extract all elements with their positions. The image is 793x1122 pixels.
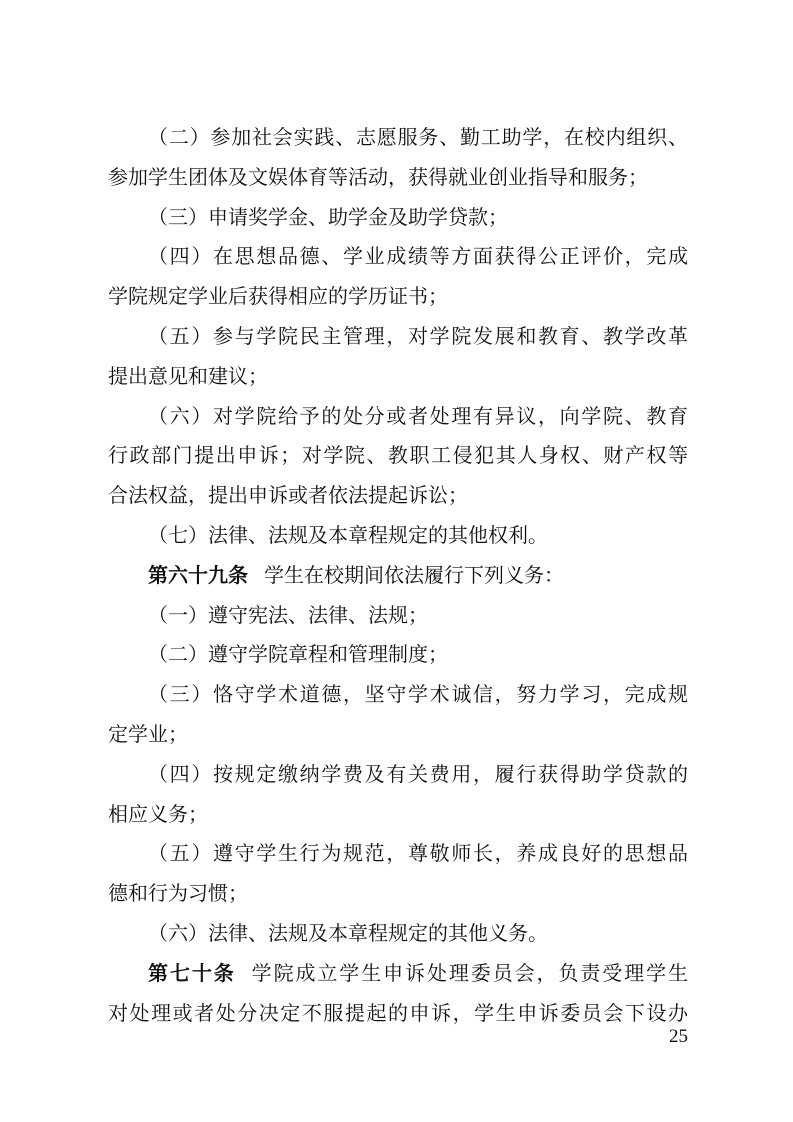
article-line	[108, 954, 688, 994]
text-line	[108, 237, 688, 277]
line-text: 定学业；	[108, 721, 188, 746]
line-text: （三）恪守学术道德，坚守学术诚信，努力学习，完成规	[148, 682, 688, 707]
line-text: （四）按规定缴纳学费及有关费用，履行获得助学贷款的	[148, 761, 688, 786]
text-line	[108, 715, 688, 755]
line-text: （五）参与学院民主管理，对学院发展和教育、教学改革	[148, 323, 688, 348]
line-text: （二）参加社会实践、志愿服务、勤工助学，在校内组织、	[148, 125, 688, 149]
article-line	[108, 556, 688, 596]
line-text: （三）申请奖学金、助学金及助学贷款；	[148, 204, 508, 229]
line-text: 相应义务；	[108, 801, 208, 826]
line-text: （六）对学院给予的处分或者处理有异议，向学院、教育	[148, 403, 688, 428]
text-line	[108, 874, 688, 914]
text-line	[108, 994, 688, 1034]
text-line	[108, 476, 688, 516]
text-line	[108, 795, 688, 835]
line-text: 学院规定学业后获得相应的学历证书；	[108, 284, 448, 309]
line-text: （二）遵守学院章程和管理制度；	[148, 642, 448, 667]
text-line	[108, 357, 688, 397]
text-line	[108, 277, 688, 317]
article-number: 第六十九条	[148, 562, 248, 587]
line-text: （五）遵守学生行为规范，尊敬师长，养成良好的思想品	[148, 841, 688, 866]
line-text: （七）法律、法规及本章程规定的其他权利。	[148, 522, 548, 547]
text-line	[108, 397, 688, 437]
text-line	[108, 834, 688, 874]
page-number: 25	[669, 1026, 688, 1047]
line-text: （四）在思想品德、学业成绩等方面获得公正评价，完成	[148, 244, 688, 269]
text-line	[108, 635, 688, 675]
line-text: 学院成立学生申诉处理委员会，负责受理学生	[251, 960, 689, 985]
text-line	[108, 675, 688, 715]
text-line	[108, 118, 688, 158]
line-text: 行政部门提出申诉；对学院、教职工侵犯其人身权、财产权等	[108, 443, 688, 468]
text-line	[108, 158, 688, 198]
text-line	[108, 198, 688, 238]
line-text: （六）法律、法规及本章程规定的其他义务。	[148, 920, 548, 945]
line-text: 对处理或者处分决定不服提起的申诉，学生申诉委员会下设办	[108, 1000, 688, 1025]
text-line	[108, 516, 688, 556]
line-text: 提出意见和建议；	[108, 363, 268, 388]
line-text: 合法权益，提出申诉或者依法提起诉讼；	[108, 483, 468, 508]
line-text: （一）遵守宪法、法律、法规；	[148, 602, 428, 627]
line-text: 参加学生团体及文娱体育等活动，获得就业创业指导和服务；	[108, 164, 648, 189]
article-number: 第七十条	[148, 960, 236, 985]
text-line	[108, 755, 688, 795]
text-line	[108, 436, 688, 476]
body-text	[108, 118, 688, 1033]
text-line	[108, 317, 688, 357]
line-text: 学生在校期间依法履行下列义务：	[264, 562, 564, 587]
line-text: 德和行为习惯；	[108, 881, 248, 906]
text-line	[108, 914, 688, 954]
text-line	[108, 596, 688, 636]
